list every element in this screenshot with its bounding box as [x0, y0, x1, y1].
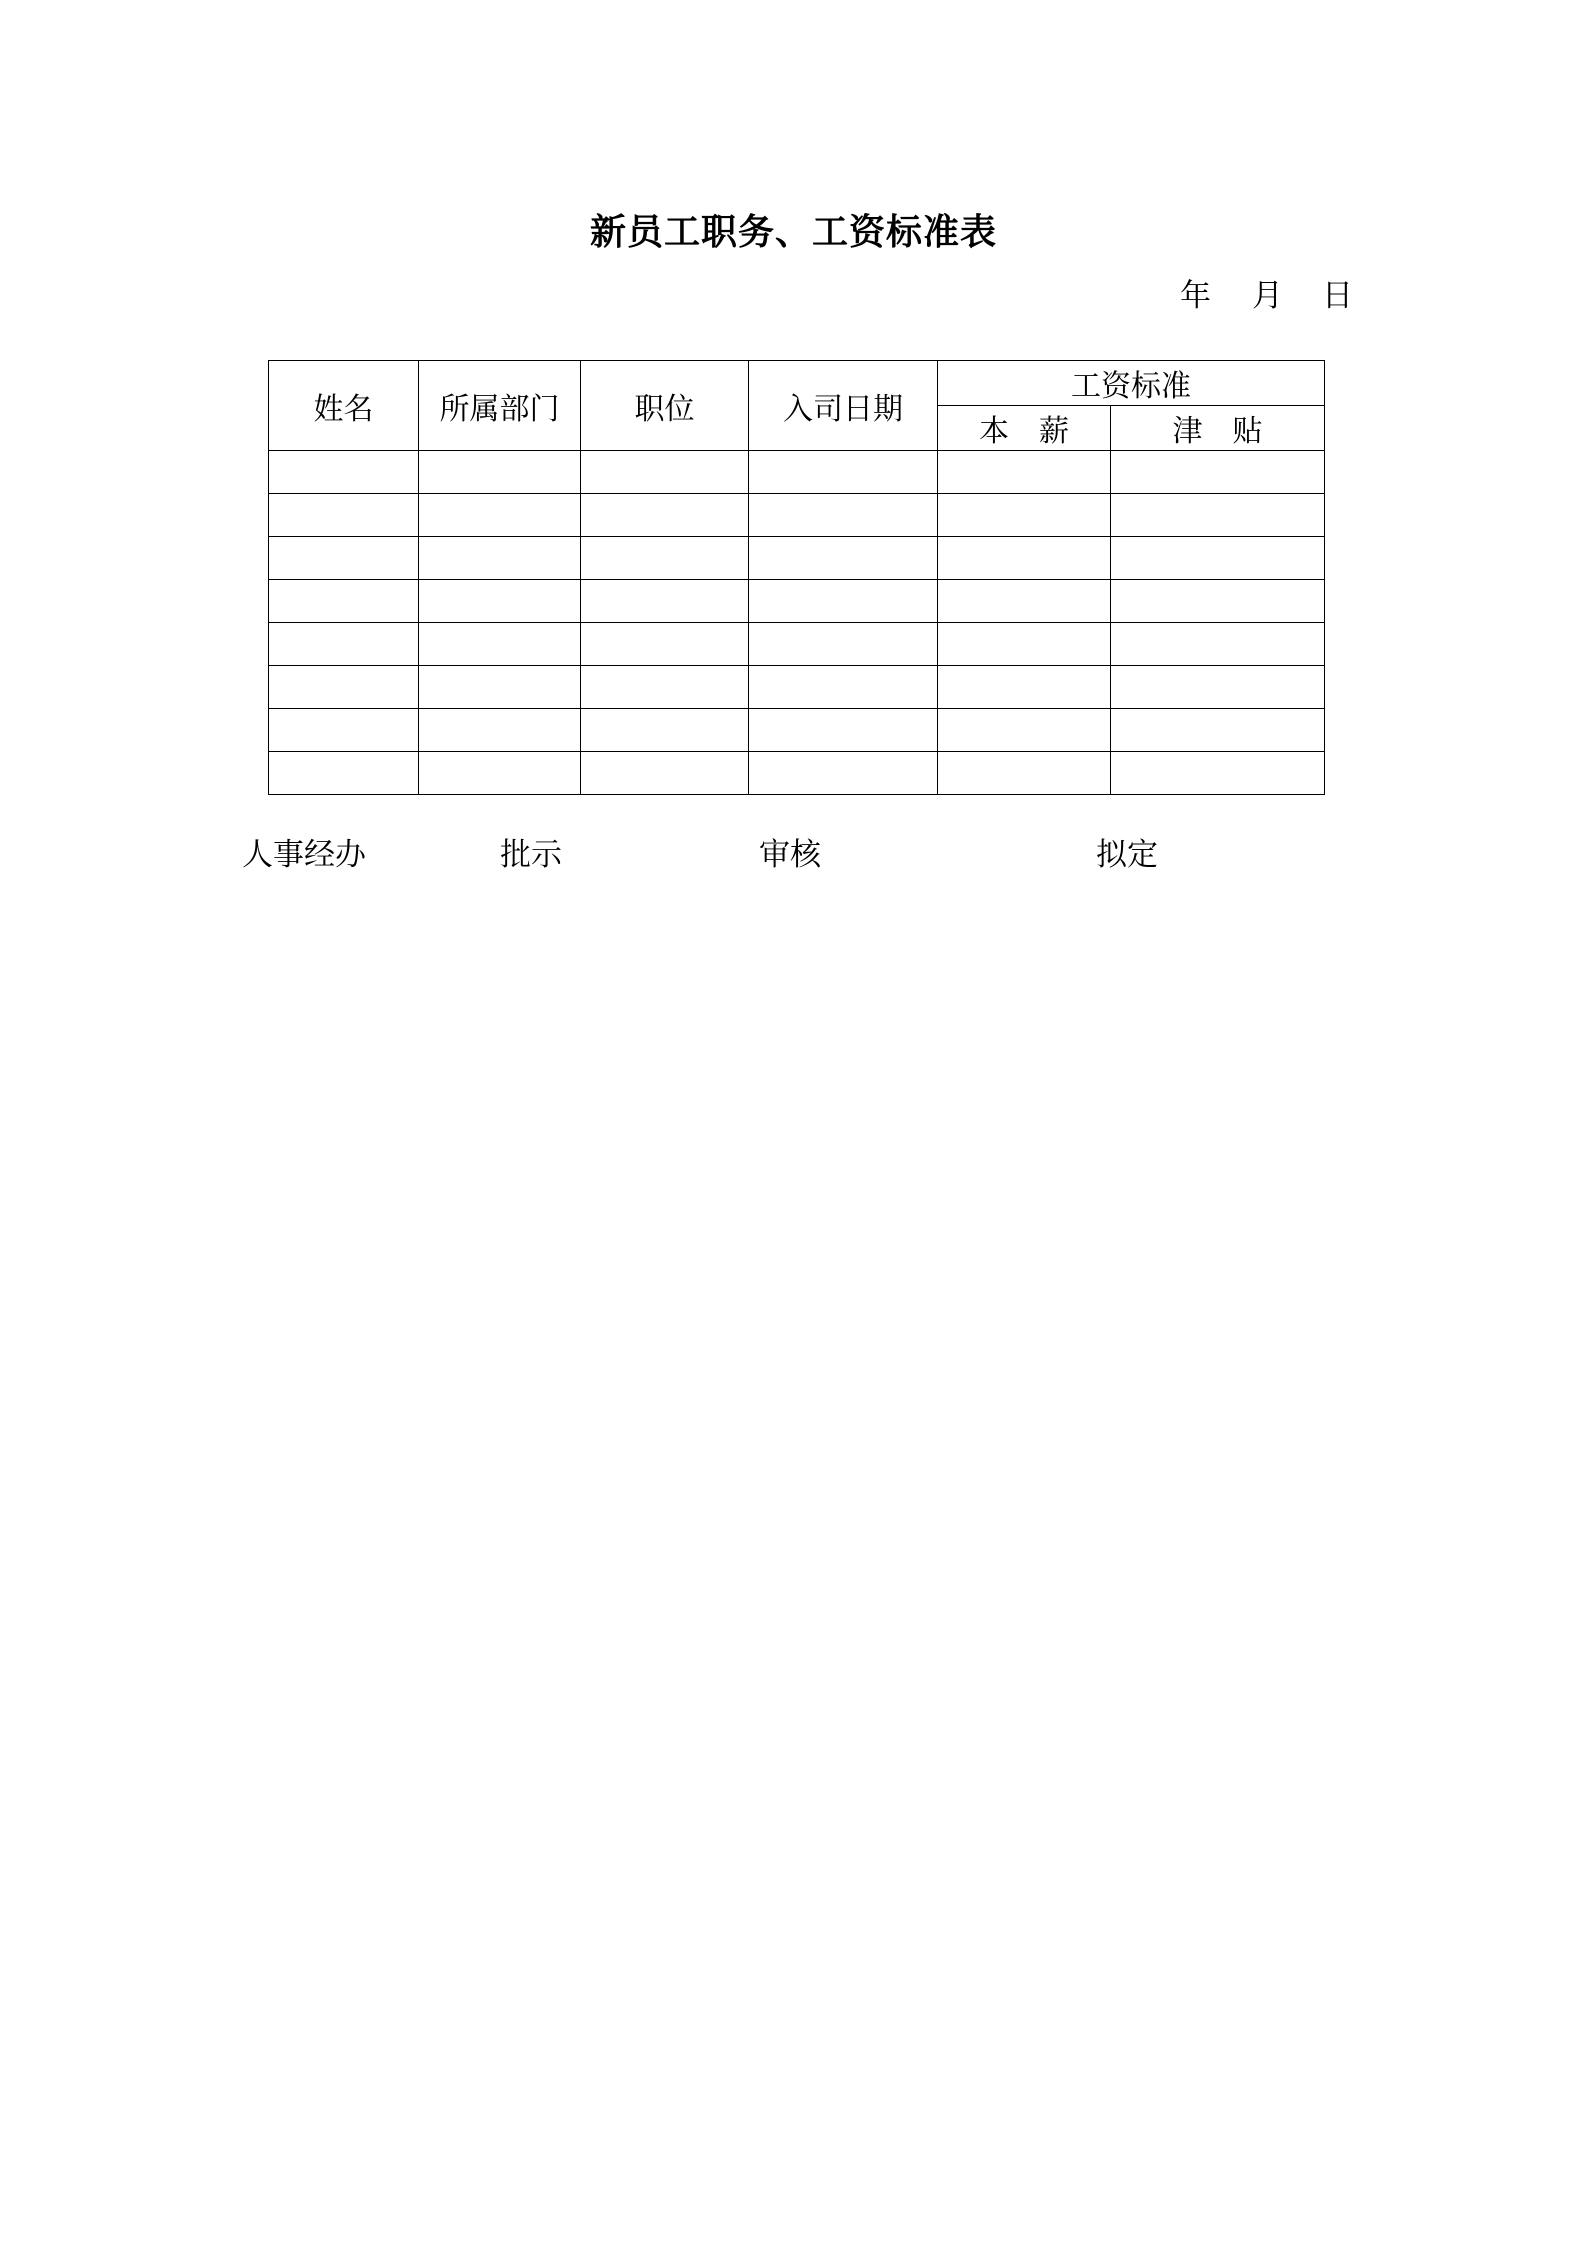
table-cell[interactable] [269, 494, 419, 537]
header-allowance: 津 贴 [1111, 406, 1325, 451]
table-cell[interactable] [419, 580, 581, 623]
table-cell[interactable] [749, 537, 938, 580]
signature-instruction: 批示 [500, 837, 562, 873]
header-join-date: 入司日期 [749, 361, 938, 451]
table-body [269, 451, 1325, 795]
table-cell[interactable] [419, 623, 581, 666]
table-cell[interactable] [581, 494, 749, 537]
header-row [269, 361, 1325, 406]
date-day-label: 日 [1322, 278, 1353, 314]
table-cell[interactable] [749, 580, 938, 623]
table-cell[interactable] [269, 666, 419, 709]
table-cell[interactable] [938, 451, 1111, 494]
header-salary-standard: 工资标准 [938, 361, 1325, 406]
table-cell[interactable] [269, 537, 419, 580]
table-cell[interactable] [581, 623, 749, 666]
table-cell[interactable] [419, 451, 581, 494]
table-cell[interactable] [419, 752, 581, 795]
table-cell[interactable] [419, 709, 581, 752]
table-cell[interactable] [749, 752, 938, 795]
header-name: 姓名 [269, 361, 419, 451]
signature-line [0, 833, 1587, 877]
table-cell[interactable] [269, 752, 419, 795]
salary-standard-table [268, 360, 1325, 795]
table-cell[interactable] [1111, 537, 1325, 580]
table-cell[interactable] [1111, 752, 1325, 795]
table-cell[interactable] [938, 494, 1111, 537]
table-row [269, 494, 1325, 537]
signature-review: 审核 [759, 837, 821, 873]
table-cell[interactable] [269, 709, 419, 752]
table-row [269, 666, 1325, 709]
page-title: 新员工职务、工资标准表 [589, 211, 997, 253]
table-row [269, 709, 1325, 752]
table-cell[interactable] [581, 537, 749, 580]
table-cell[interactable] [581, 752, 749, 795]
table-row [269, 752, 1325, 795]
table-cell[interactable] [581, 451, 749, 494]
table-cell[interactable] [938, 666, 1111, 709]
table-cell[interactable] [269, 623, 419, 666]
table-row [269, 537, 1325, 580]
table-cell[interactable] [419, 537, 581, 580]
table-cell[interactable] [1111, 580, 1325, 623]
header-department: 所属部门 [419, 361, 581, 451]
table-cell[interactable] [1111, 709, 1325, 752]
signature-draft: 拟定 [1096, 837, 1158, 873]
table-cell[interactable] [269, 580, 419, 623]
table-row [269, 623, 1325, 666]
header-base-salary: 本 薪 [938, 406, 1111, 451]
date-year-label: 年 [1180, 278, 1211, 314]
table-cell[interactable] [749, 451, 938, 494]
table-cell[interactable] [269, 451, 419, 494]
table-cell[interactable] [938, 580, 1111, 623]
table-cell[interactable] [1111, 623, 1325, 666]
table-cell[interactable] [749, 666, 938, 709]
table-cell[interactable] [419, 494, 581, 537]
table-cell[interactable] [581, 666, 749, 709]
table-cell[interactable] [419, 666, 581, 709]
table-cell[interactable] [938, 709, 1111, 752]
table-row [269, 580, 1325, 623]
table-cell[interactable] [938, 623, 1111, 666]
table-cell[interactable] [749, 709, 938, 752]
table-cell[interactable] [1111, 494, 1325, 537]
table-cell[interactable] [749, 494, 938, 537]
date-month-label: 月 [1252, 278, 1283, 314]
table-cell[interactable] [581, 580, 749, 623]
table-cell[interactable] [1111, 451, 1325, 494]
table-cell[interactable] [938, 537, 1111, 580]
table-cell[interactable] [1111, 666, 1325, 709]
table-row [269, 451, 1325, 494]
header-position: 职位 [581, 361, 749, 451]
table-cell[interactable] [749, 623, 938, 666]
signature-hr-handler: 人事经办 [242, 837, 366, 873]
table-cell[interactable] [581, 709, 749, 752]
table-cell[interactable] [938, 752, 1111, 795]
